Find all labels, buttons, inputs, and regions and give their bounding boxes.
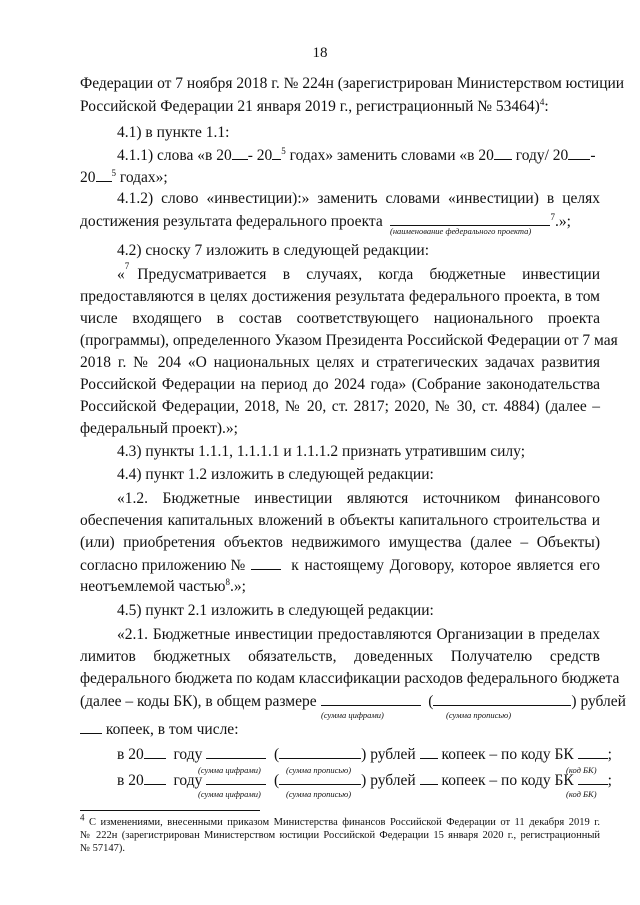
row-1-caption-code: (код БК) <box>566 765 597 775</box>
row-1-caption-words: (сумма прописью) <box>286 765 352 775</box>
clause-1-2-line-2: обеспечения капитальных вложений в объекты капитального строительства и <box>80 512 600 529</box>
page-number: 18 <box>312 45 328 61</box>
quote-7-line-1: « 7 Предусматривается в случаях, когда бюджетные инвестиции <box>117 261 600 283</box>
row-2-caption-code: (код БК) <box>566 789 597 799</box>
footnote-line-2: № 222н (зарегистрирован Министерством юстиции Российской Федерации 15 января 2020 г., регистрационный <box>80 830 600 841</box>
year-row-1: в 20 году ( ) рублей копеек – по коду БК ; <box>117 746 612 763</box>
year-row-2: в 20 году ( ) рублей копеек – по коду БК ; <box>117 772 612 789</box>
clause-1-2-line-1: «1.2. Бюджетные инвестиции являются источником финансового <box>117 490 600 507</box>
clause-2-1-line-1: «2.1. Бюджетные инвестиции предоставляются Организации в пределах <box>117 626 600 643</box>
item-4-1: 4.1) в пункте 1.1: <box>117 124 230 141</box>
footnote-line-3: № 57147). <box>80 843 126 854</box>
clause-1-2-line-5: неотъемлемой частью$^8$.»; <box>80 576 246 595</box>
clause-2-1-line-3: федерального бюджета по кодам классификации расходов федерального бюджета <box>80 670 620 687</box>
quote-7-line-7: Российской Федерации, 2018, № 20, ст. 2817; 2020, № 30, ст. 4884) (далее – <box>80 398 600 415</box>
item-4-1-2-line-1: 4.1.2) слово «инвестиции):» заменить словами «инвестиции) в целях <box>117 190 600 207</box>
caption-sum-digits: (сумма цифрами) <box>321 710 384 720</box>
clause-2-1-line-2: лимитов бюджетных обязательств, доведенных Получателю средств <box>80 648 600 665</box>
quote-7-line-4: (программы), определенного Указом Президента Российской Федерации от 7 мая <box>80 332 618 349</box>
clause-1-2-line-4: согласно приложению № к настоящему Договору, которое является его <box>80 557 600 574</box>
quote-7-line-3: числе входящего в состав соответствующего национального проекта <box>80 310 600 327</box>
item-4-3: 4.3) пункты 1.1.1, 1.1.1.1 и 1.1.1.2 признать утратившим силу; <box>117 443 526 460</box>
clause-2-1-line-5: копеек, в том числе: <box>80 720 239 739</box>
intro-line-1: Федерации от 7 ноября 2018 г. № 224н (зарегистрирован Министерством юстиции <box>80 75 625 92</box>
item-4-4: 4.4) пункт 1.2 изложить в следующей редакции: <box>117 466 434 483</box>
caption-project-name: (наименование федерального проекта) <box>390 226 532 236</box>
footnote-line-1: $^4$ С изменениями, внесенными приказом Министерства финансов Российской Федерации от 11 декабря 2019 г. <box>80 812 601 828</box>
clause-1-2-line-3: (или) приобретения объектов недвижимого имущества (далее – Объекты) <box>80 534 600 551</box>
item-4-1-1-line-2: 20 $^5$ годах»; <box>80 167 168 186</box>
row-2-caption-words: (сумма прописью) <box>286 789 352 799</box>
clause-2-1-line-4: (далее – коды БК), в общем размере ( ) рублей <box>80 693 626 710</box>
item-4-1-2-line-2: достижения результата федерального проекта $^7$.»; <box>80 211 571 230</box>
quote-7-line-5: 2018 г. № 204 «О национальных целях и стратегических задачах развития <box>80 354 600 371</box>
quote-7-line-8: федеральный проект).»; <box>80 420 238 437</box>
item-4-2: 4.2) сноску 7 изложить в следующей редакции: <box>117 242 429 259</box>
caption-sum-words: (сумма прописью) <box>446 710 512 720</box>
item-4-5: 4.5) пункт 2.1 изложить в следующей редакции: <box>117 602 434 619</box>
row-1-caption-digits: (сумма цифрами) <box>198 765 261 775</box>
intro-line-2: Российской Федерации 21 января 2019 г., регистрационный № 53464)$^4$: <box>80 96 549 115</box>
item-4-1-1-line-1: 4.1.1) слова «в 20 - 20 $^5$ годах» заменить словами «в 20 году/ 20 - <box>117 145 596 164</box>
row-2-caption-digits: (сумма цифрами) <box>198 789 261 799</box>
footnote-separator <box>80 810 260 811</box>
quote-7-line-2: предоставляются в целях достижения результата федерального проекта, в том <box>80 288 600 305</box>
quote-7-line-6: Российской Федерации на период до 2024 года» (Собрание законодательства <box>80 376 600 393</box>
